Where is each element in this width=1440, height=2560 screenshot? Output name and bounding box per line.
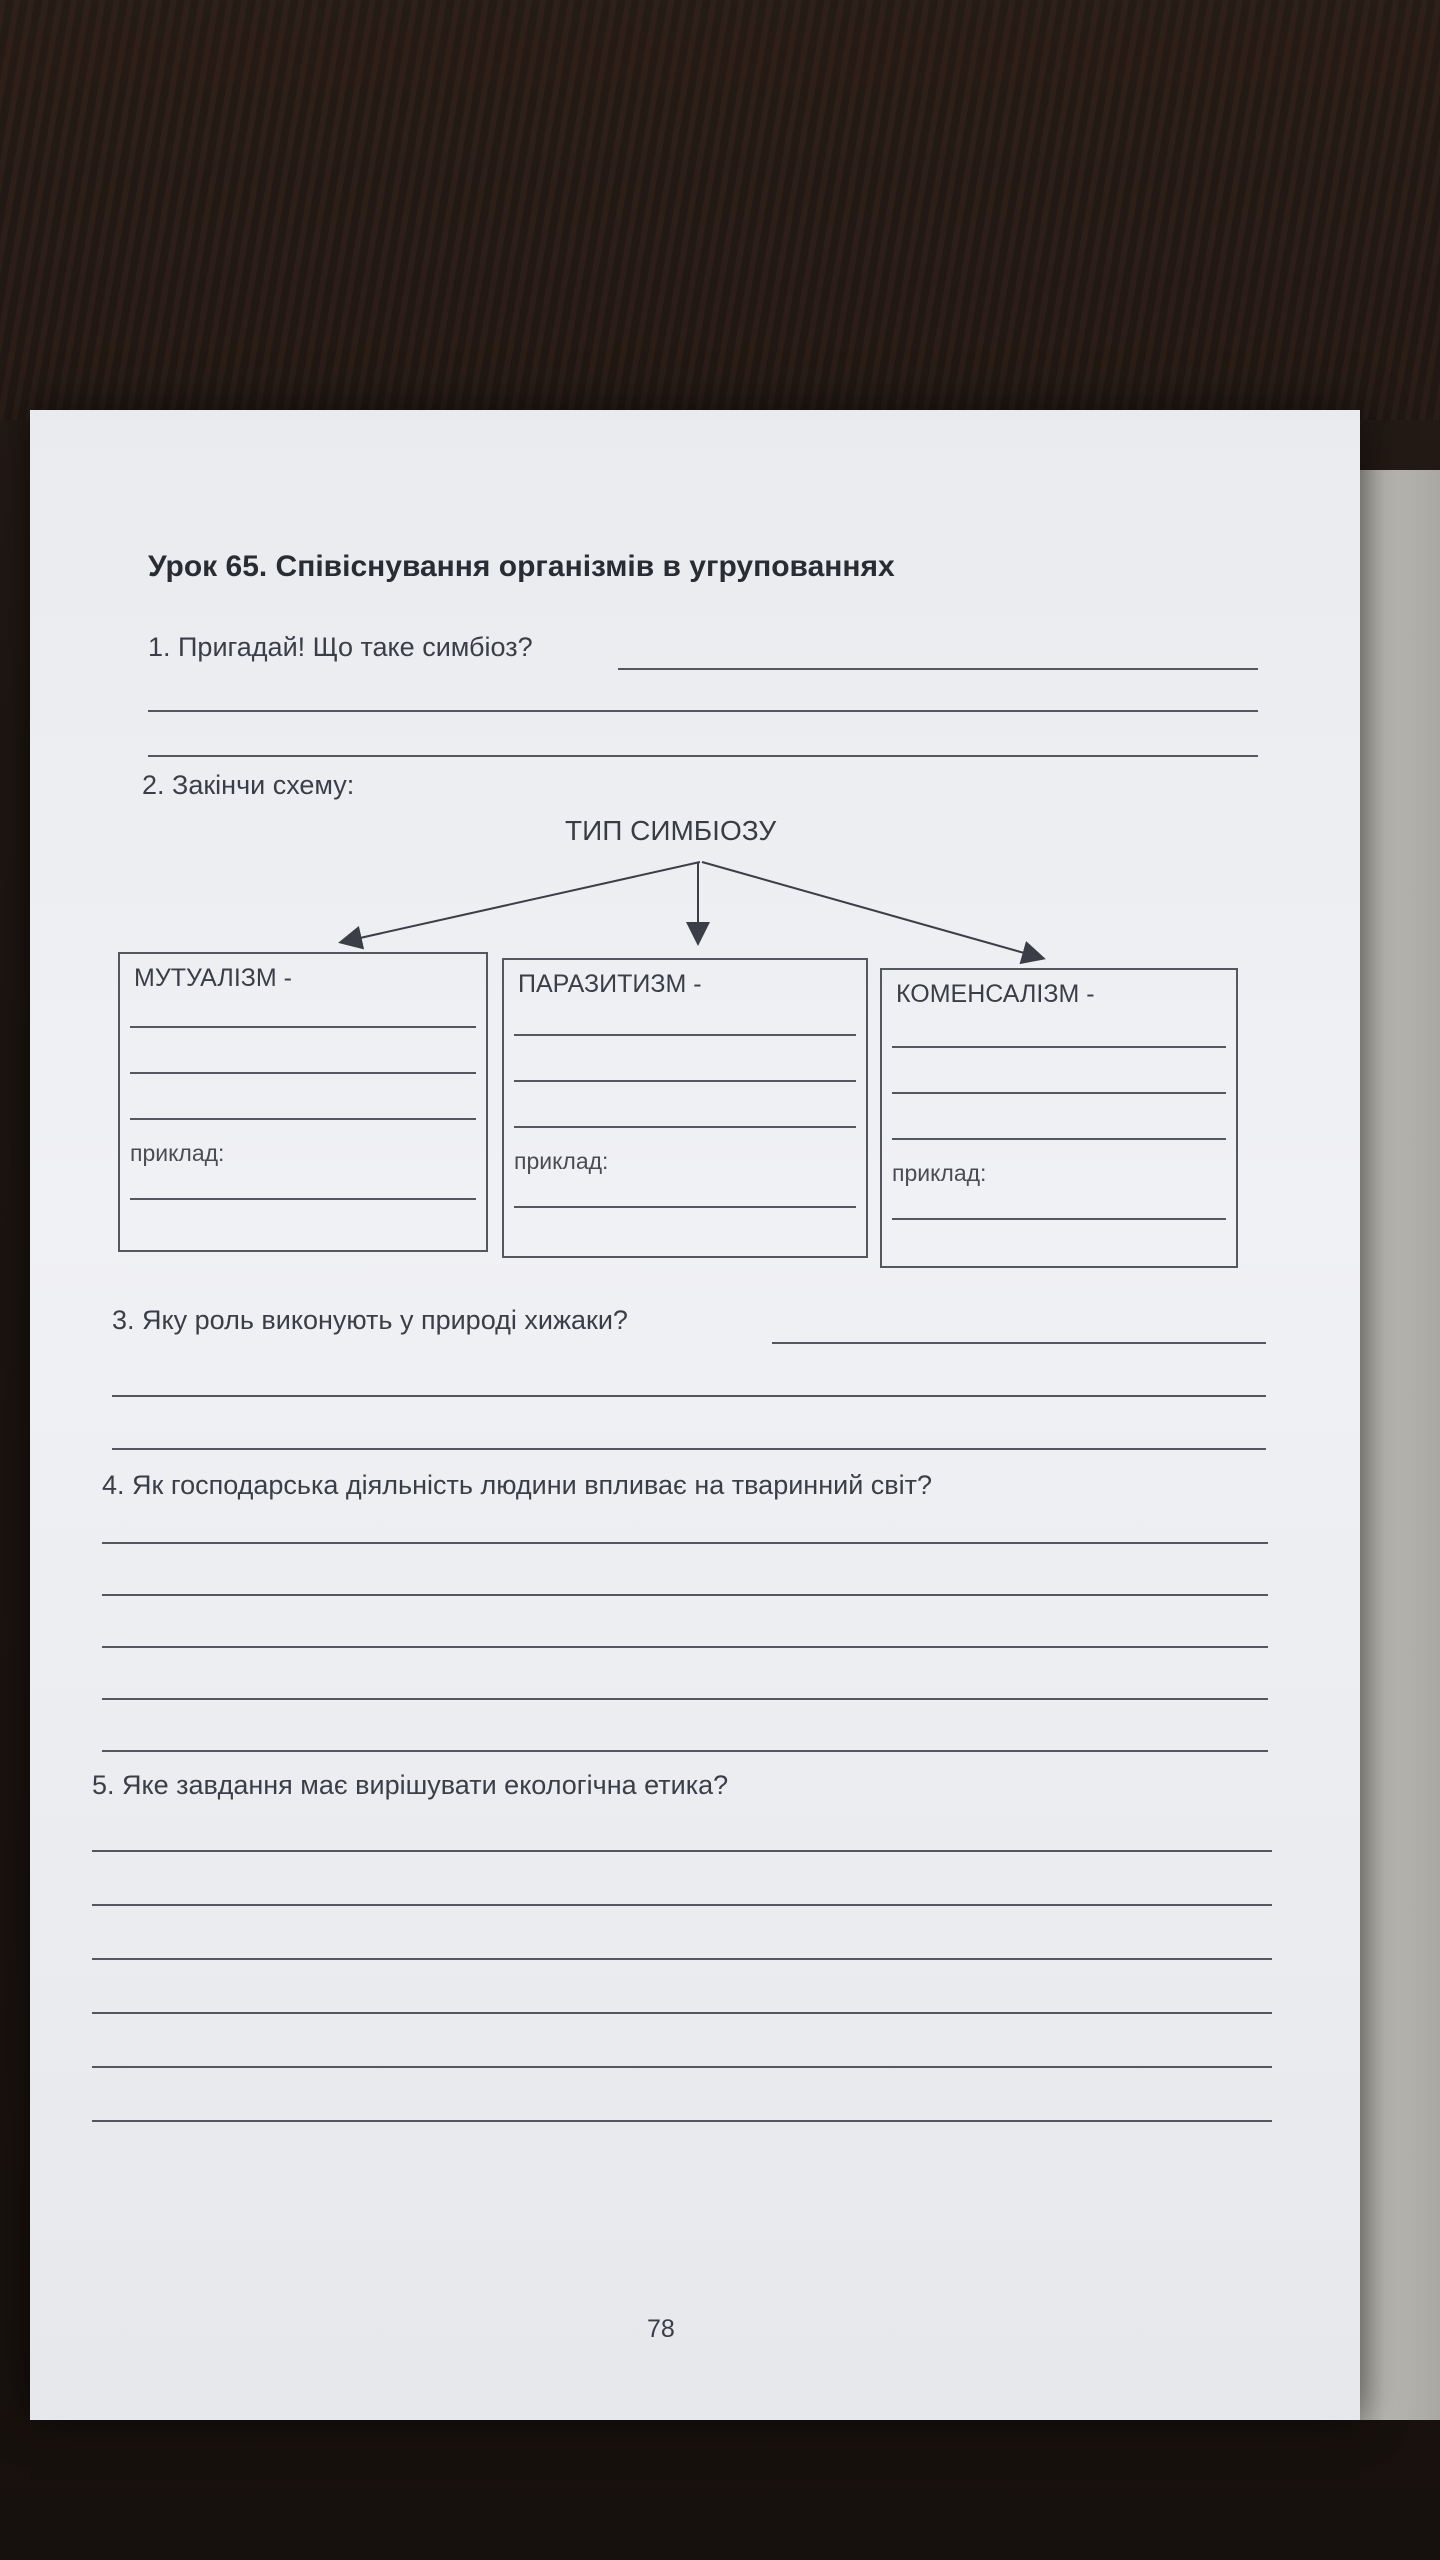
answer-line[interactable]	[892, 1092, 1226, 1094]
answer-line[interactable]	[892, 1218, 1226, 1220]
box-title: ПАРАЗИТИЗМ -	[518, 970, 702, 998]
answer-line[interactable]	[514, 1206, 856, 1208]
scheme-box-mutualism	[118, 952, 488, 1252]
answer-line[interactable]	[892, 1138, 1226, 1140]
answer-line[interactable]	[102, 1646, 1268, 1648]
answer-line[interactable]	[514, 1034, 856, 1036]
question-3: 3. Яку роль виконують у природі хижаки?	[112, 1305, 628, 1335]
answer-line[interactable]	[112, 1395, 1266, 1397]
scheme-heading: ТИП СИМБІОЗУ	[565, 815, 777, 846]
answer-line[interactable]	[92, 1958, 1272, 1960]
scheme-box-parasitism	[502, 958, 868, 1258]
answer-line[interactable]	[772, 1342, 1266, 1344]
answer-line[interactable]	[92, 2066, 1272, 2068]
arrow-right	[702, 862, 1042, 958]
scheme-arrows	[30, 410, 1360, 1010]
answer-line[interactable]	[92, 1904, 1272, 1906]
answer-line[interactable]	[130, 1026, 476, 1028]
question-5: 5. Яке завдання має вирішувати екологічна етика?	[92, 1770, 729, 1800]
question-4: 4. Як господарська діяльність людини впливає на тваринний світ?	[102, 1470, 932, 1500]
question-1: 1. Пригадай! Що таке симбіоз?	[148, 632, 533, 662]
answer-line[interactable]	[130, 1118, 476, 1120]
answer-line[interactable]	[130, 1198, 476, 1200]
answer-line[interactable]	[102, 1698, 1268, 1700]
example-label: приклад:	[130, 1140, 225, 1166]
answer-line[interactable]	[92, 2012, 1272, 2014]
answer-line[interactable]	[514, 1080, 856, 1082]
wooden-table-background	[0, 0, 1440, 420]
answer-line[interactable]	[102, 1542, 1268, 1544]
lesson-title: Урок 65. Співіснування організмів в угрупованнях	[148, 550, 895, 583]
answer-line[interactable]	[130, 1072, 476, 1074]
answer-line[interactable]	[112, 1448, 1266, 1450]
workbook-page	[30, 410, 1360, 2420]
example-label: приклад:	[514, 1148, 609, 1174]
page-number: 78	[647, 2315, 675, 2343]
arrow-left	[342, 862, 700, 942]
example-label: приклад:	[892, 1160, 987, 1186]
answer-line[interactable]	[514, 1126, 856, 1128]
answer-line[interactable]	[892, 1046, 1226, 1048]
answer-line[interactable]	[102, 1750, 1268, 1752]
answer-line[interactable]	[92, 2120, 1272, 2122]
box-title: МУТУАЛІЗМ -	[134, 964, 292, 992]
question-2: 2. Закінчи схему:	[142, 770, 355, 800]
box-title: КОМЕНСАЛІЗМ -	[896, 980, 1095, 1008]
scheme-box-commensalism	[880, 968, 1238, 1268]
answer-line[interactable]	[102, 1594, 1268, 1596]
answer-line[interactable]	[92, 1850, 1272, 1852]
